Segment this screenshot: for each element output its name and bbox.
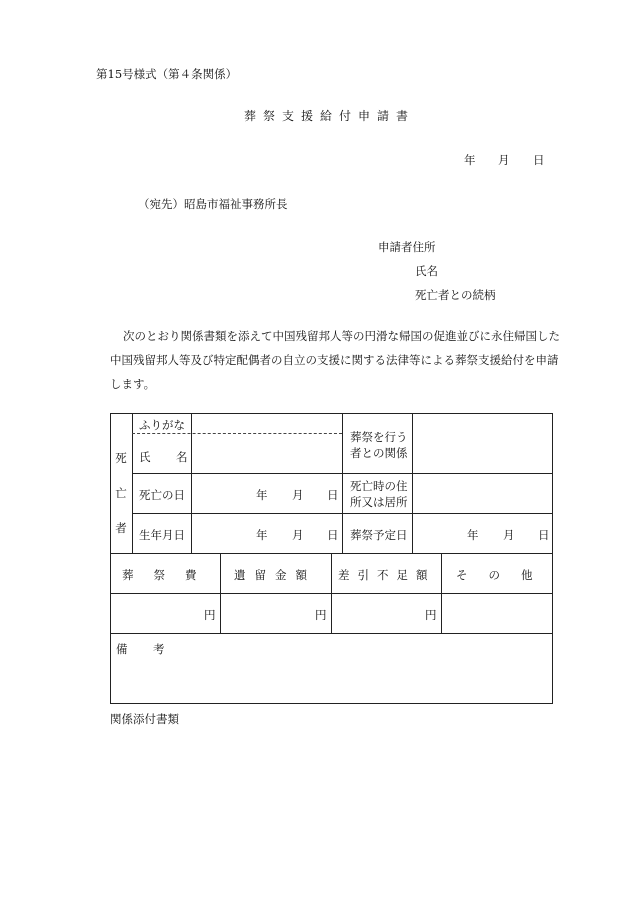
birth-date-month: 月 — [292, 528, 304, 542]
death-date-day: 日 — [327, 488, 339, 502]
birth-date-year: 年 — [256, 528, 268, 542]
death-date-year: 年 — [256, 488, 268, 502]
applicant-name-label: 氏名 — [415, 264, 438, 278]
date-year: 年 — [464, 153, 476, 167]
date-day: 日 — [533, 153, 545, 167]
remaining-money-header: 遺留金額 — [234, 568, 316, 582]
shortfall-yen: 円 — [425, 608, 437, 622]
death-date-month: 月 — [292, 488, 304, 502]
body-line-3: します。 — [110, 377, 156, 391]
remaining-money-yen: 円 — [315, 608, 327, 622]
funeral-date-month: 月 — [503, 528, 515, 542]
death-address-label-2: 所又は居所 — [350, 495, 408, 509]
funeral-date-label: 葬祭予定日 — [350, 528, 408, 542]
form-number: 第15号様式（第４条関係） — [96, 67, 238, 81]
addressee: （宛先）昭島市福祉事務所長 — [138, 197, 288, 211]
birth-date-label: 生年月日 — [139, 528, 185, 542]
death-date-label: 死亡の日 — [139, 488, 185, 502]
remarks-label: 備 考 — [116, 642, 172, 656]
shortfall-header: 差引不足額 — [338, 568, 436, 582]
funeral-cost-header: 葬祭費 — [122, 568, 217, 582]
deceased-label: 死亡者 — [115, 451, 127, 535]
form-title: 葬祭支援給付申請書 — [244, 109, 416, 123]
funeral-relation-label-1: 葬祭を行う — [350, 430, 408, 444]
body-line-2: 中国残留邦人等及び特定配偶者の自立の支援に関する法律等による葬祭支援給付を申請 — [110, 353, 559, 367]
funeral-date-year: 年 — [467, 528, 479, 542]
furigana-label: ふりがな — [139, 418, 185, 432]
death-address-label-1: 死亡時の住 — [350, 479, 408, 493]
body-line-1: 次のとおり関係書類を添えて中国残留邦人等の円滑な帰国の促進並びに永住帰国した — [123, 329, 560, 343]
attachments-label: 関係添付書類 — [110, 712, 179, 726]
funeral-cost-yen: 円 — [204, 608, 216, 622]
name-label: 氏 名 — [139, 450, 195, 464]
other-header: その他 — [456, 568, 554, 582]
applicant-address-label: 申請者住所 — [378, 240, 436, 254]
funeral-date-day: 日 — [538, 528, 550, 542]
applicant-relation-label: 死亡者との続柄 — [415, 288, 496, 302]
funeral-relation-label-2: 者との関係 — [350, 446, 408, 460]
deceased-label-1 — [114, 441, 128, 546]
birth-date-day: 日 — [327, 528, 339, 542]
date-month: 月 — [498, 153, 510, 167]
